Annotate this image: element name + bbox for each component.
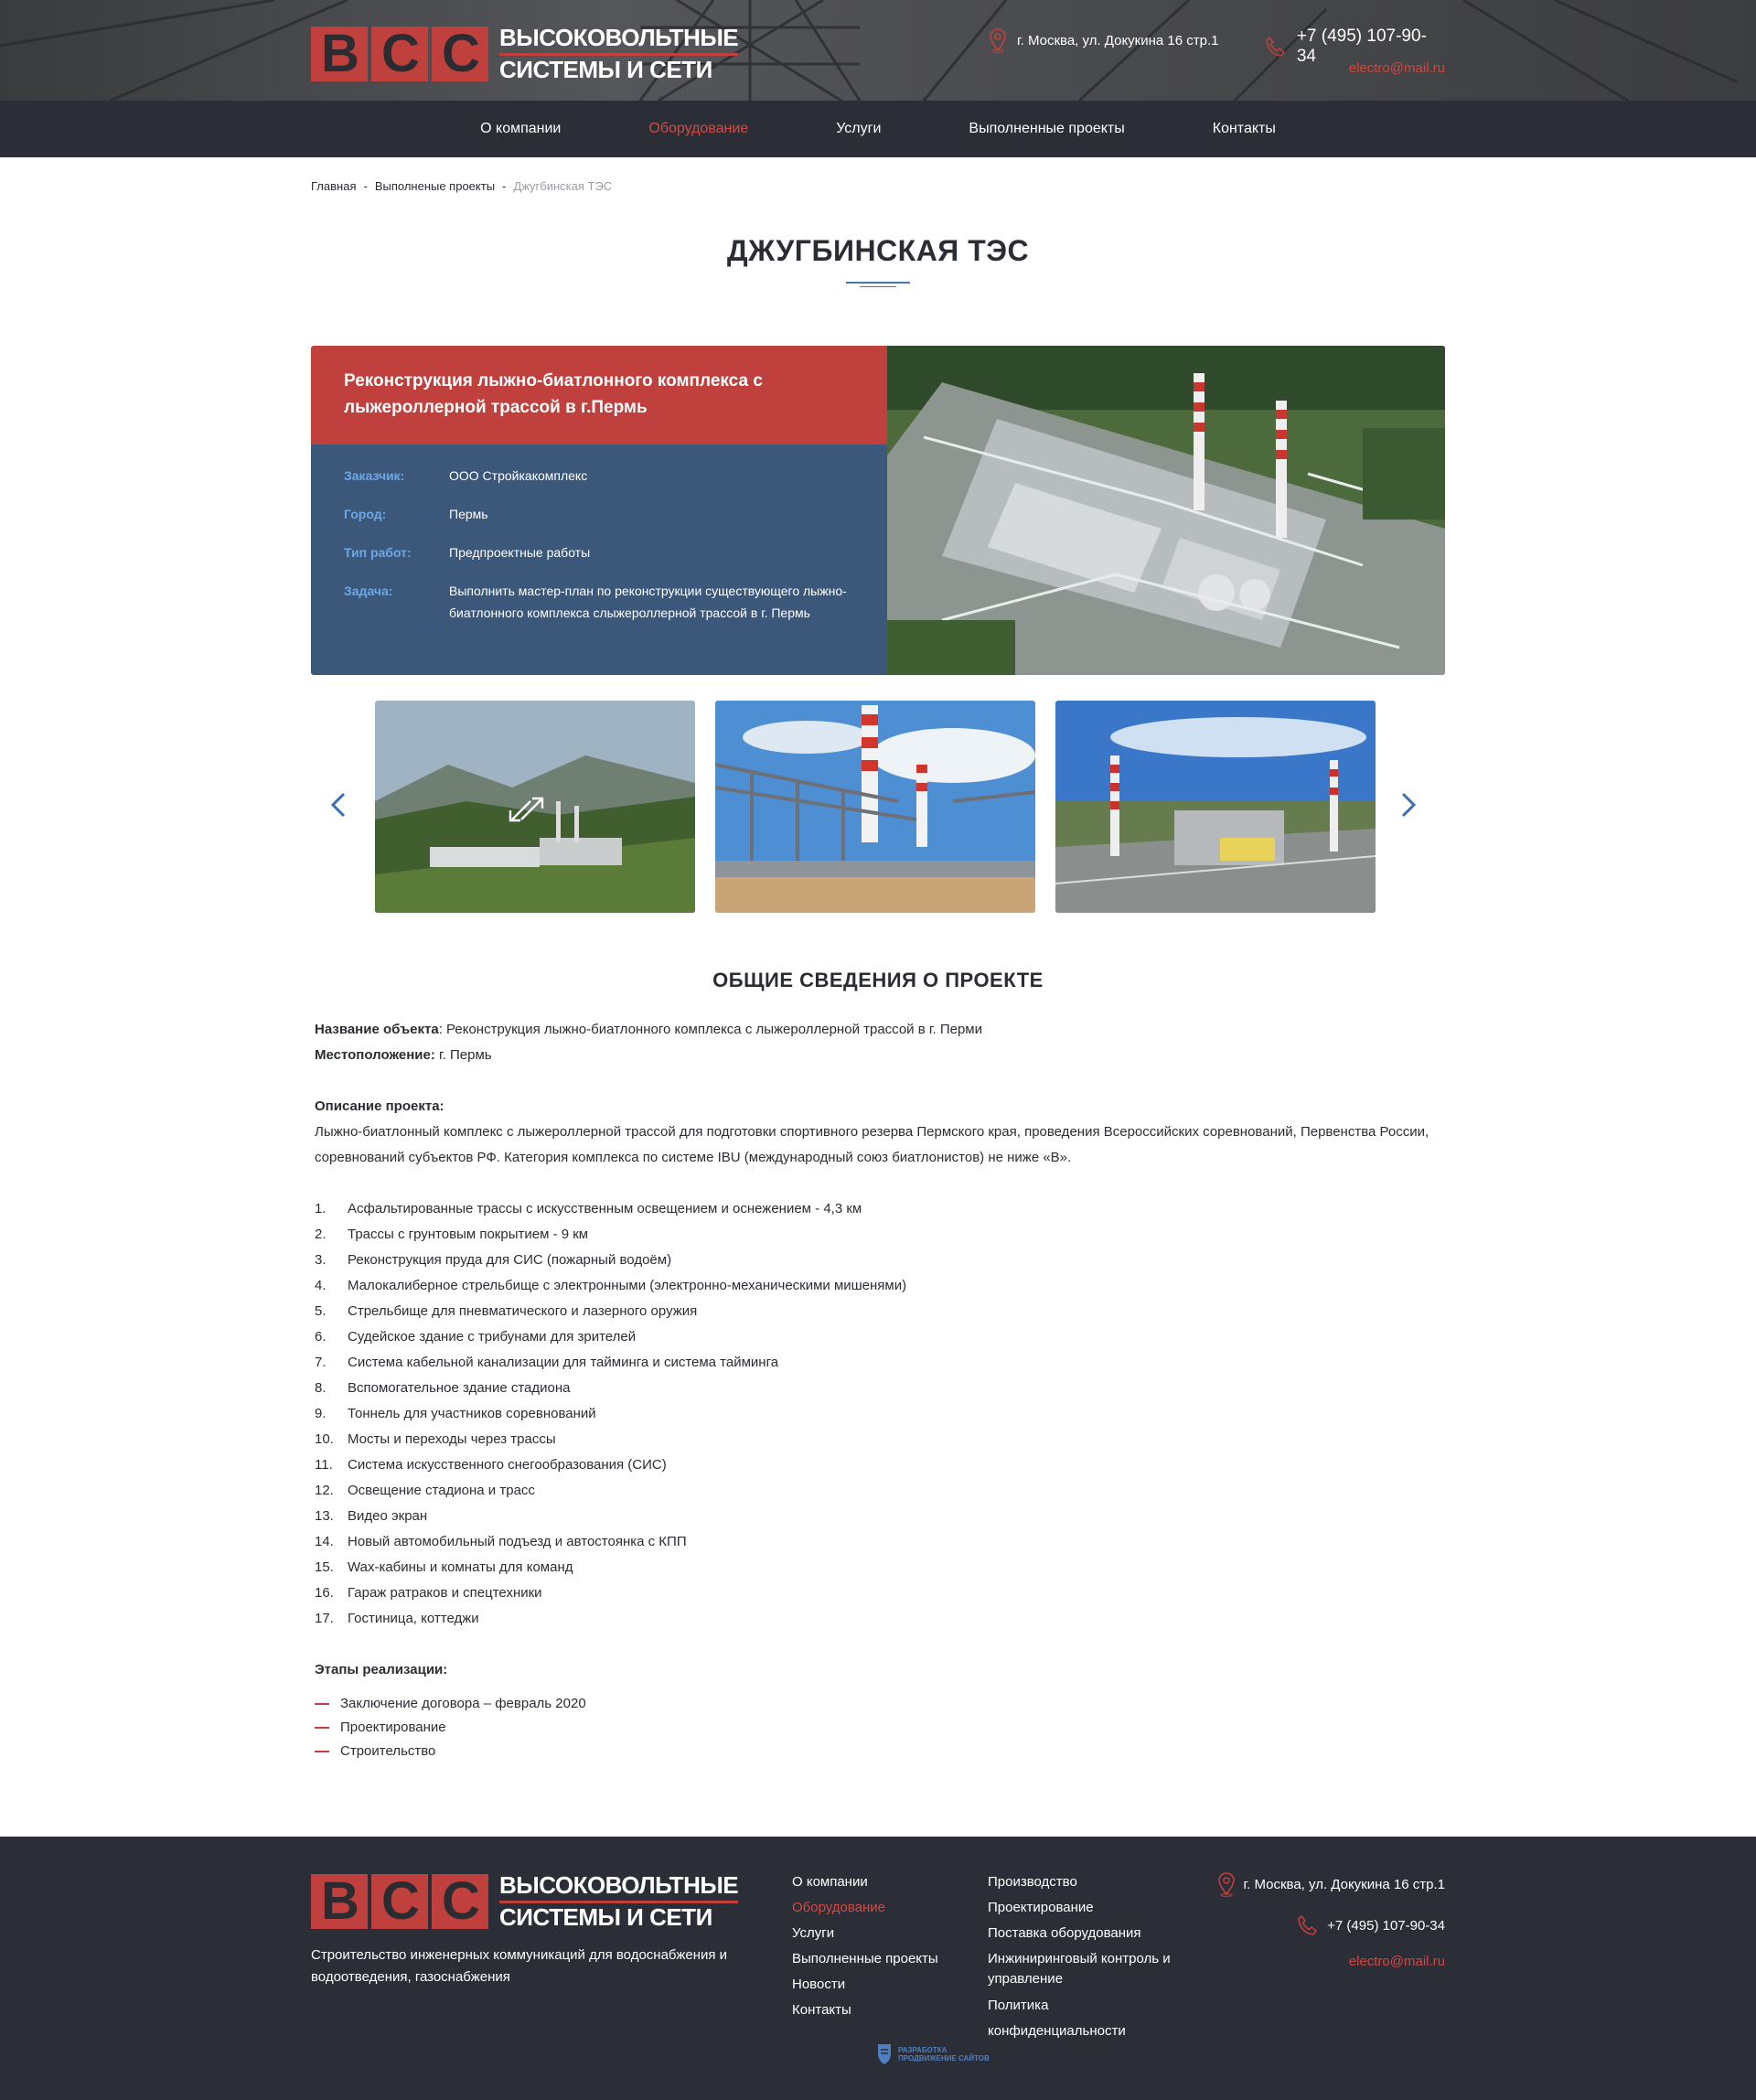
- detail-label: Город:: [344, 507, 387, 521]
- detail-value: Предпроектные работы: [449, 545, 591, 560]
- detail-label: Тип работ:: [344, 545, 412, 560]
- info-value: г. Пермь: [434, 1047, 492, 1063]
- project-description: Лыжно-биатлонный комплекс с лыжероллерной трассой для подготовки спортивного резерва Пермского края, проведения Всероссийских соревнований, Первенства России, соревнований субъектов РФ. Категория комплекса по системе IBU (международный союз биатлонистов) не ниже «В».: [315, 1124, 1429, 1165]
- info-label: Местоположение:: [315, 1047, 435, 1063]
- list-item: 3. Реконструкция пруда для СИС (пожарный водоём): [315, 1252, 672, 1268]
- detail-value: Выполнить мастер-план по реконструкции существующего лыжно-биатлонного комплекса слыжероллерной трассой в г. Пермь: [449, 584, 847, 620]
- main-nav: [0, 101, 1756, 157]
- breadcrumb-separator: -: [363, 179, 368, 193]
- list-item: 4. Малокалиберное стрельбище с электронными (электронно-механическими мишенями): [315, 1278, 907, 1293]
- list-item: 2. Трассы с грунтовым покрытием - 9 км: [315, 1227, 589, 1242]
- info-label: Название объекта: [315, 1022, 439, 1037]
- footer-phone-text[interactable]: +7 (495) 107-90-34: [1327, 1917, 1445, 1934]
- main-nav-bar: [0, 101, 1756, 157]
- footer-link-about[interactable]: О компании: [792, 1874, 868, 1890]
- developer-line2: ПРОДВИЖЕНИЕ САЙТОВ: [898, 2054, 990, 2062]
- nav-item-contacts[interactable]: Контакты: [1212, 121, 1276, 136]
- list-item: 15. Wax-кабины и комнаты для команд: [315, 1559, 573, 1575]
- list-item: Проектирование: [315, 1716, 1445, 1740]
- logo-letter: В: [311, 1874, 368, 1929]
- chevron-left-icon[interactable]: [326, 787, 353, 823]
- logo-letter: В: [311, 27, 368, 81]
- chevron-right-icon[interactable]: [1394, 787, 1421, 823]
- list-item: 17. Гостиница, коттеджи: [315, 1611, 479, 1626]
- detail-label: Задача:: [344, 584, 393, 598]
- project-details: [311, 445, 887, 675]
- phone-icon: [1264, 35, 1288, 59]
- logo-letter: С: [432, 27, 488, 81]
- list-item: 16. Гараж ратраков и спецтехники: [315, 1585, 542, 1601]
- footer-link-engineering[interactable]: Инжиниринговый контроль и управление: [988, 1951, 1171, 1987]
- header-email-link[interactable]: electro@mail.ru: [1348, 60, 1445, 76]
- location-pin-icon: [988, 27, 1008, 53]
- breadcrumb-separator: -: [502, 179, 507, 193]
- stages-label: Этапы реализации:: [315, 1662, 448, 1677]
- footer-link-production[interactable]: Производство: [988, 1874, 1077, 1890]
- logo-letter: С: [371, 27, 428, 81]
- footer-link-privacy[interactable]: Политика конфиденциальности: [988, 1998, 1126, 2039]
- detail-customer: [344, 465, 854, 487]
- project-info: [311, 1017, 1445, 1763]
- list-item: 1. Асфальтированные трассы с искусственным освещением и оснежением - 4,3 км: [315, 1201, 862, 1216]
- list-item: Строительство: [315, 1740, 1445, 1763]
- list-item: 11. Система искусственного снегообразования (СИС): [315, 1457, 667, 1473]
- list-item: 9. Тоннель для участников соревнований: [315, 1406, 596, 1421]
- gallery-thumb[interactable]: [1055, 701, 1376, 913]
- main-content: [311, 157, 1445, 1763]
- footer-address: [1216, 1871, 1446, 1897]
- footer-phone[interactable]: [1296, 1913, 1445, 1937]
- detail-city: [344, 503, 854, 525]
- header-address-text: г. Москва, ул. Докукина 16 стр.1: [1017, 32, 1219, 48]
- footer-link-news[interactable]: Новости: [792, 1977, 846, 1992]
- header-logo[interactable]: [311, 24, 738, 83]
- nav-item-equipment[interactable]: Оборудование: [648, 121, 749, 136]
- info-label: Описание проекта:: [315, 1098, 444, 1114]
- section-title: ОБЩИЕ СВЕДЕНИЯ О ПРОЕКТЕ: [712, 969, 1044, 991]
- gallery-thumb[interactable]: [375, 701, 695, 913]
- phone-icon: [1296, 1913, 1320, 1937]
- nav-item-about[interactable]: О компании: [480, 121, 562, 136]
- breadcrumb: [311, 157, 1445, 209]
- footer-link-supply[interactable]: Поставка оборудования: [988, 1925, 1141, 1941]
- gallery-thumb[interactable]: [715, 701, 1035, 913]
- detail-task: [344, 580, 854, 624]
- footer-link-projects[interactable]: Выполненные проекты: [792, 1951, 938, 1966]
- footer-address-text: г. Москва, ул. Докукина 16 стр.1: [1243, 1876, 1445, 1892]
- project-main-photo: [887, 346, 1445, 675]
- project-card-title: Реконструкция лыжно-биатлонного комплекса с лыжероллерной трассой в г.Пермь: [311, 346, 887, 445]
- list-item: 5. Стрельбище для пневматического и лазерного оружия: [315, 1303, 698, 1319]
- logo-letter: С: [432, 1874, 488, 1929]
- project-card: [311, 346, 1445, 675]
- list-item: 12. Освещение стадиона и трасс: [315, 1483, 535, 1498]
- developer-logo-icon: [876, 2042, 893, 2066]
- footer-link-equipment[interactable]: Оборудование: [792, 1900, 886, 1915]
- list-item: 8. Вспомогательное здание стадиона: [315, 1380, 571, 1396]
- footer-description: Строительство инженерных коммуникаций для водоснабжения и водоотведения, газоснабжения: [311, 1947, 728, 1985]
- list-item: Заключение договора – февраль 2020: [315, 1692, 1445, 1716]
- developer-credit[interactable]: [876, 2042, 990, 2066]
- stages-list: [315, 1692, 1445, 1763]
- page-title: ДЖУГБИНСКАЯ ТЭС: [726, 234, 1030, 267]
- footer-link-contacts[interactable]: Контакты: [792, 2002, 851, 2018]
- detail-work-type: [344, 541, 854, 563]
- logo-text-line1: ВЫСОКОВОЛЬТНЫЕ: [499, 24, 738, 56]
- title-divider: [846, 282, 910, 289]
- logo-letter: С: [371, 1874, 428, 1929]
- logo-text-line1: ВЫСОКОВОЛЬТНЫЕ: [499, 1871, 738, 1903]
- detail-value: Пермь: [449, 507, 488, 521]
- footer-menu-main: [792, 1870, 938, 2023]
- nav-item-services[interactable]: Услуги: [836, 121, 882, 136]
- breadcrumb-current: Джугбинская ТЭС: [513, 179, 613, 193]
- header-address: [988, 27, 1219, 53]
- features-list: [315, 1196, 1445, 1632]
- breadcrumb-projects[interactable]: Выполненые проекты: [374, 179, 496, 193]
- footer-link-design[interactable]: Проектирование: [988, 1900, 1094, 1915]
- logo-text-line2: СИСТЕМЫ И СЕТИ: [499, 1903, 712, 1931]
- location-pin-icon: [1216, 1871, 1237, 1897]
- footer: [0, 1837, 1756, 2100]
- footer-logo[interactable]: [311, 1871, 738, 1931]
- header-top: [0, 0, 1756, 101]
- footer-email-link[interactable]: electro@mail.ru: [1348, 1954, 1445, 1969]
- logo-text-line2: СИСТЕМЫ И СЕТИ: [499, 56, 712, 83]
- breadcrumb-home[interactable]: Главная: [311, 179, 357, 193]
- footer-menu-services: [988, 1870, 1189, 2044]
- info-value: : Реконструкция лыжно-биатлонного комплекса с лыжероллерной трассой в г. Перми: [438, 1022, 982, 1037]
- detail-label: Заказчик:: [344, 468, 405, 483]
- detail-value: ООО Стройкакомплекс: [449, 468, 588, 483]
- list-item: 6. Судейское здание с трибунами для зрителей: [315, 1329, 637, 1345]
- list-item: 14. Новый автомобильный подъезд и автостоянка с КПП: [315, 1534, 687, 1549]
- developer-line1: РАЗРАБОТКА: [898, 2046, 948, 2054]
- nav-item-projects[interactable]: Выполненные проекты: [969, 121, 1125, 136]
- list-item: 10. Мосты и переходы через трассы: [315, 1431, 556, 1447]
- photo-gallery: [311, 701, 1445, 913]
- footer-link-services[interactable]: Услуги: [792, 1925, 835, 1941]
- list-item: 7. Система кабельной канализации для тайминга и система тайминга: [315, 1355, 779, 1370]
- list-item: 13. Видео экран: [315, 1508, 428, 1524]
- header-phone-text[interactable]: +7 (495) 107-90-34: [1296, 27, 1427, 66]
